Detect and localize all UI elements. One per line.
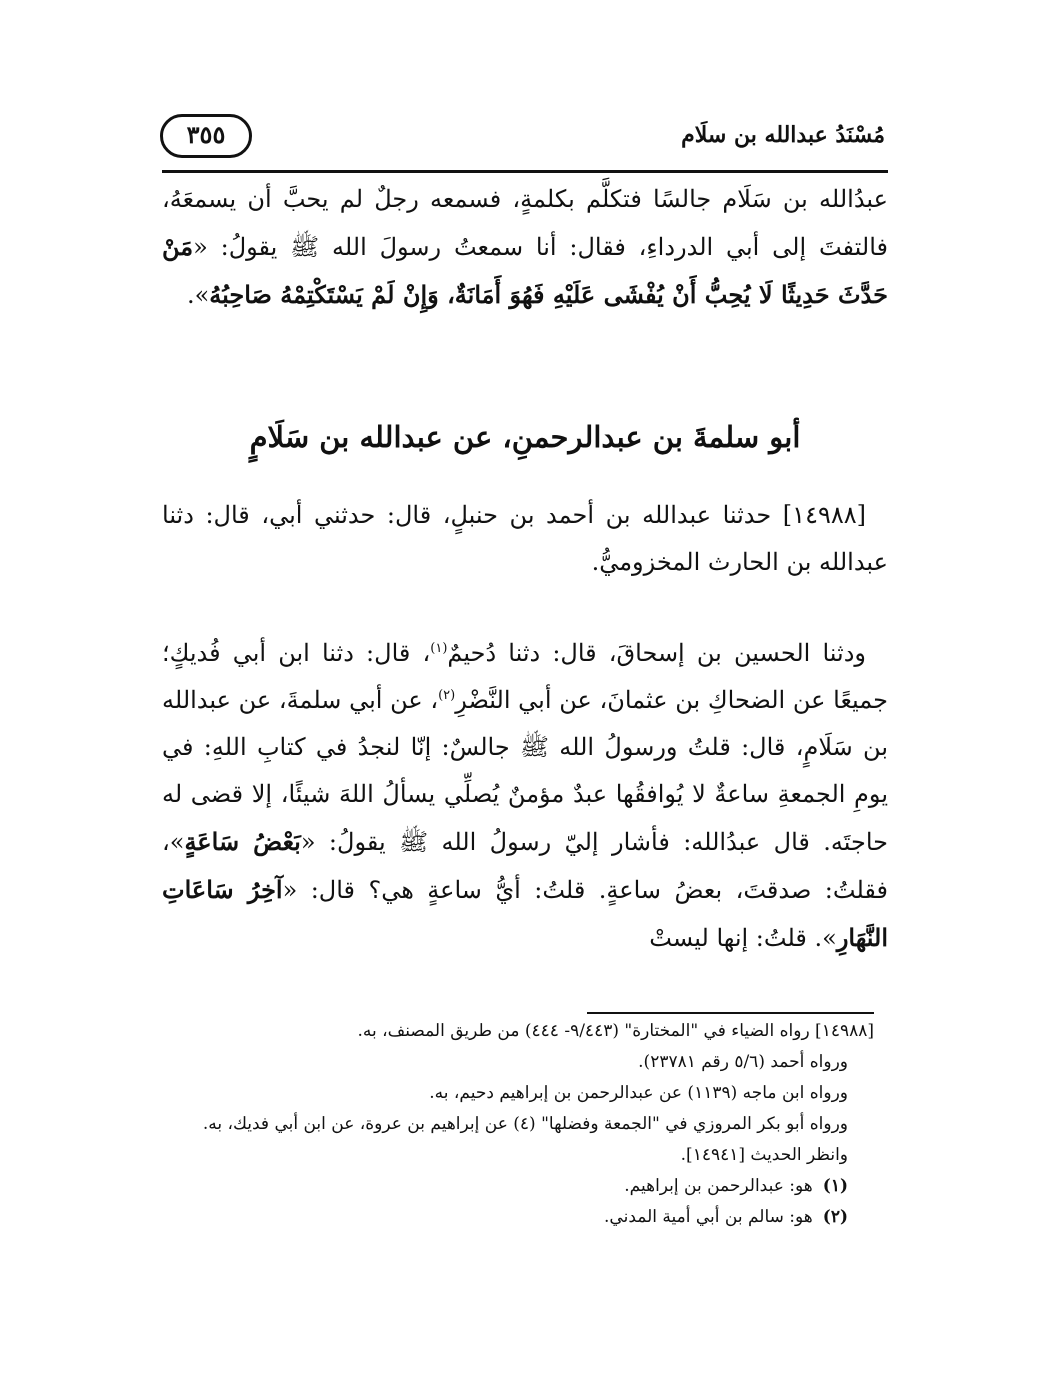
footnotes <box>162 1016 874 1233</box>
footnote-source: ورواه أبو بكر المروزي في "الجمعة وفضلها" (٤) عن إبراهيم بن عروة، عن ابن أبي فديك، به. وانظر الحديث [١٤٩٤١]. <box>202 1114 848 1165</box>
hadith-text-part: ». قلتُ: إنها ليستْ <box>649 924 837 952</box>
footnote-source: ورواه ابن ماجه (١١٣٩) عن عبدالرحمن بن إبراهيم دحيم، به. <box>429 1083 848 1103</box>
footnote-2-text: هو: سالم بن أبي أمية المدني. <box>604 1207 813 1227</box>
footnote-2 <box>162 1202 874 1233</box>
paragraph-continuation <box>162 176 888 319</box>
footnote-ref-1[interactable]: (١) <box>430 641 448 656</box>
header-divider <box>162 170 888 173</box>
prophetic-quote: بَعْضُ سَاعَةٍ <box>184 827 301 856</box>
footnote-source: [١٤٩٨٨] رواه الضياء في "المختارة" (٩/٤٤٣- ٤٤٤) من طريق المصنف، به. <box>357 1021 874 1041</box>
paragraph-text: عبدُالله بن سَلَام جالسًا فتكلَّم بكلمةٍ، فسمعه رجلٌ لم يحبَّ أن يسمعَهُ، فالتفتَ إلى أبي الدرداءِ، فقال: أنا سمعتُ رسولَ الله ﷺ يقولُ: « <box>162 185 888 261</box>
footnote-divider <box>587 1012 874 1014</box>
footnote-2-number: (٢) <box>822 1207 848 1227</box>
running-title: مُسْنَدُ عبدالله بن سلَام <box>681 122 885 148</box>
section-title: أبو سلمةَ بن عبدالرحمنِ، عن عبدالله بن سَلَامٍ <box>249 420 801 454</box>
prophetic-quote: مَنْ حَدَّثَ حَدِيثًا لَا يُحِبُّ أَنْ يُفْشَى عَلَيْهِ فَهُوَ أَمَانَةٌ، وَإِنْ لَمْ يَسْتَكْتِمْهُ صَاحِبُهُ <box>162 232 888 309</box>
footnote-ref-2[interactable]: (٢) <box>438 688 456 703</box>
hadith-text-part: »، فقلتُ: صدقتَ، بعضُ ساعةٍ. قلتُ: أيُّ ساعةٍ هي؟ قال: « <box>162 828 889 904</box>
footnote-source: ورواه أحمد (٥/٦ رقم ٢٣٧٨١). <box>638 1052 848 1072</box>
hadith-number: [١٤٩٨٨] <box>782 501 866 529</box>
paragraph-end: ». <box>186 281 210 309</box>
footnote-1-number: (١) <box>822 1176 848 1196</box>
hadith-text-part: ، عن أبي سلمةَ، عن عبدالله بن سَلَامٍ، قال: قلتُ ورسولُ الله ﷺ جالسٌ: إنّا لنجدُ في كتابِ اللهِ: في يومِ الجمعةِ ساعةٌ لا يُوافقُها عبدٌ مؤمنٌ يُصلِّي يسألُ اللهَ شيئًا، إلا قضى له حاجتَه. قال عبدُالله: فأشار إليّ رسولُ الله ﷺ يقولُ: « <box>162 686 889 856</box>
hadith-chain-text: حدثنا عبدالله بن أحمد بن حنبلٍ، قال: حدثني أبي، قال: دثنا عبدالله بن الحارث المخزوميُّ. <box>162 501 888 576</box>
prophetic-quote: آخِرُ سَاعَاتِ النَّهَارِ <box>162 875 888 952</box>
page-header <box>160 108 885 162</box>
footnote-1 <box>162 1171 874 1202</box>
page-number-badge: ٣٥٥ <box>160 114 252 158</box>
hadith-body <box>162 630 888 962</box>
footnote-1-text: هو: عبدالرحمن بن إبراهيم. <box>624 1176 813 1196</box>
hadith-chain <box>162 492 888 586</box>
hadith-text-part: ودثنا الحسين بن إسحاقَ، قال: دثنا دُحيمٌ <box>447 639 866 667</box>
hadith-text-part: ، قال: دثنا ابن أبي فُديكٍ؛ جميعًا عن الضحاكِ بن عثمانَ، عن أبي النَّضْرِ <box>162 639 888 714</box>
